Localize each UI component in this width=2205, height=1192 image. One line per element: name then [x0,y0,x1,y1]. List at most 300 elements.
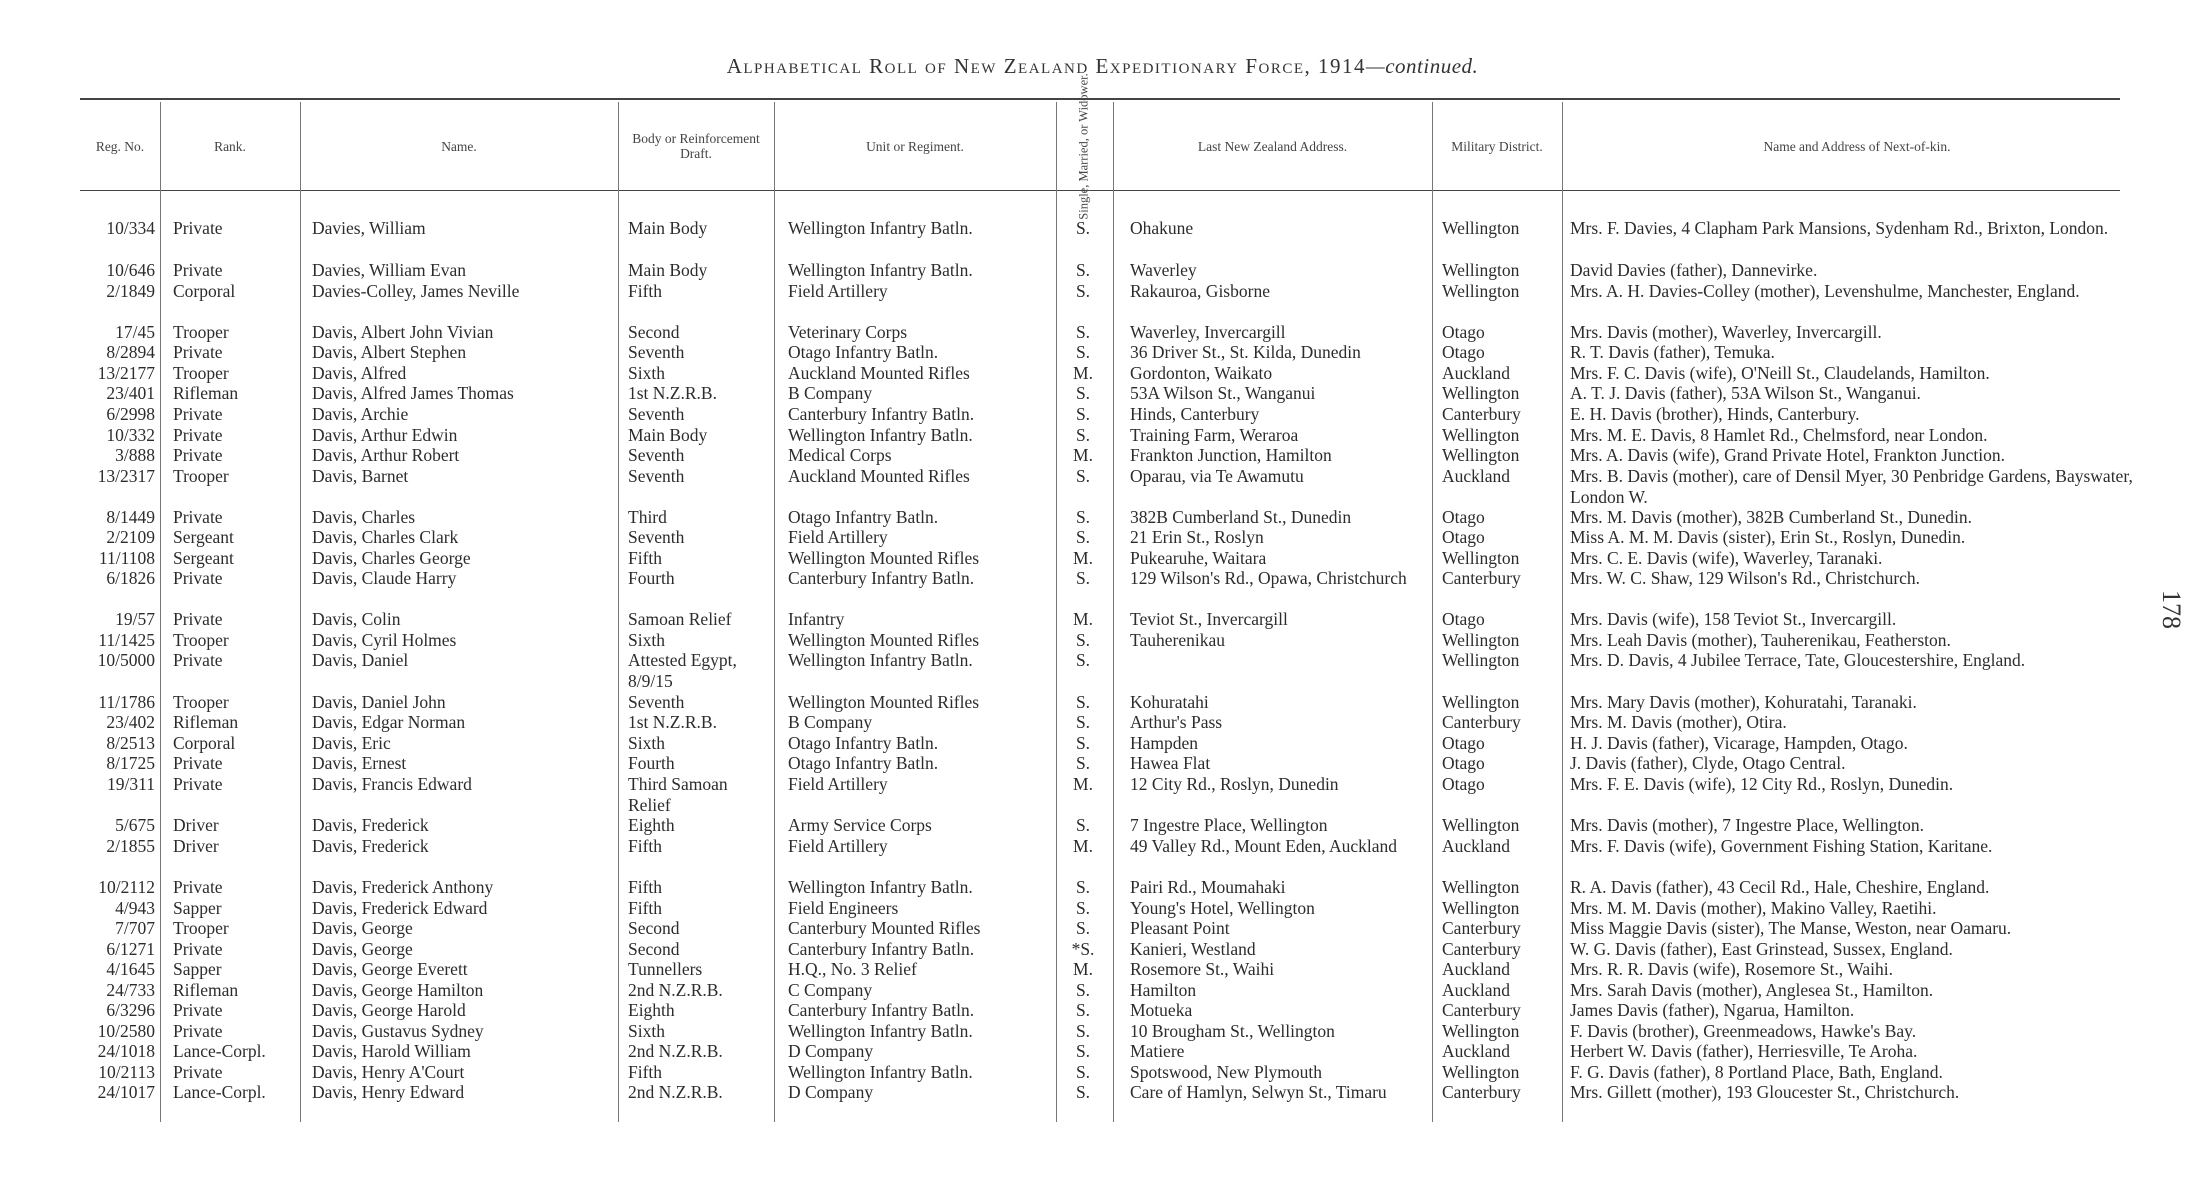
cell-address: Rakauroa, Gisborne [1130,281,1270,301]
cell-unit: Otago Infantry Batln. [788,342,939,362]
cell-next-of-kin: Mrs. F. E. Davis (wife), 12 City Rd., Roslyn, Dunedin. [1570,774,1954,794]
cell-next-of-kin: E. H. Davis (brother), Hinds, Canterbury. [1570,404,1860,424]
cell-reg-no: 3/888 [115,445,155,465]
cell-next-of-kin: Mrs. M. Davis (mother), Otira. [1570,712,1787,732]
cell-body-draft: Fifth [628,1062,663,1082]
cell-unit: Wellington Infantry Batln. [788,877,973,897]
cell-body-draft: Main Body [628,260,708,280]
cell-reg-no: 4/1645 [106,959,155,979]
cell-reg-no: 2/1849 [106,281,155,301]
cell-reg-no: 10/332 [106,425,155,445]
cell-rank: Trooper [173,363,229,383]
cell-district: Wellington [1442,548,1520,568]
cell-address: Hampden [1130,733,1199,753]
cell-marital-status: S. [1075,1021,1091,1041]
cell-next-of-kin: J. Davis (father), Clyde, Otago Central. [1570,753,1846,773]
cell-body-draft: Samoan Relief [628,609,732,629]
cell-address: Hamilton [1130,980,1197,1000]
col-header-district: Military District. [1451,138,1543,154]
cell-rank: Rifleman [173,383,239,403]
cell-district: Wellington [1442,1062,1520,1082]
cell-name: Davis, Albert Stephen [312,342,467,362]
cell-next-of-kin: Mrs. B. Davis (mother), care of Densil Myer, 30 Penbridge Gardens, Bayswater, London W. [1570,466,2133,507]
col-header-reg: Reg. No. [95,138,145,154]
cell-name: Davis, George Hamilton [312,980,484,1000]
cell-reg-no: 11/1108 [98,548,155,568]
cell-next-of-kin: H. J. Davis (father), Vicarage, Hampden, Otago. [1570,733,1908,753]
cell-unit: Auckland Mounted Rifles [788,466,970,486]
cell-body-draft: Seventh [628,466,685,486]
cell-district: Wellington [1442,650,1520,670]
cell-reg-no: 17/45 [115,322,155,342]
cell-rank: Private [173,507,223,527]
cell-rank: Rifleman [173,712,239,732]
cell-district: Wellington [1442,383,1520,403]
cell-unit: Field Artillery [788,774,888,794]
cell-district: Auckland [1442,959,1511,979]
cell-unit: Medical Corps [788,445,892,465]
cell-body-draft: 2nd N.Z.R.B. [628,1041,723,1061]
cell-body-draft: Main Body [628,218,708,238]
cell-name: Davis, Alfred [312,363,407,383]
cell-name: Davis, George Everett [312,959,468,979]
cell-address: Pukearuhe, Waitara [1130,548,1267,568]
cell-district: Wellington [1442,218,1520,238]
cell-name: Davis, Harold William [312,1041,471,1061]
cell-district: Canterbury [1442,404,1521,424]
divider-6 [1113,102,1114,1122]
cell-name: Davis, Claude Harry [312,568,457,588]
cell-name: Davis, George Harold [312,1000,466,1020]
cell-body-draft: Tunnellers [628,959,703,979]
cell-next-of-kin: Miss Maggie Davis (sister), The Manse, Weston, near Oamaru. [1570,918,2012,938]
cell-name: Davis, Frederick Edward [312,898,488,918]
cell-address: Matiere [1130,1041,1185,1061]
title-main: Alphabetical Roll of New Zealand Expeditionary Force, 1914 [726,54,1367,78]
cell-next-of-kin: R. A. Davis (father), 43 Cecil Rd., Hale, Cheshire, England. [1570,877,1990,897]
cell-address: Arthur's Pass [1130,712,1223,732]
cell-rank: Trooper [173,692,229,712]
cell-body-draft: Seventh [628,527,685,547]
cell-body-draft: Fourth [628,753,675,773]
cell-body-draft: Sixth [628,733,665,753]
cell-address: 53A Wilson St., Wanganui [1130,383,1316,403]
cell-address: Motueka [1130,1000,1193,1020]
cell-marital-status: S. [1075,1062,1091,1082]
page-title [0,54,2205,79]
cell-district: Otago [1442,774,1485,794]
top-rule [80,98,2120,100]
cell-name: Davis, Alfred James Thomas [312,383,514,403]
cell-next-of-kin: Mrs. C. E. Davis (wife), Waverley, Taranaki. [1570,548,1883,568]
cell-rank: Driver [173,836,219,856]
cell-unit: Wellington Infantry Batln. [788,425,973,445]
cell-next-of-kin: R. T. Davis (father), Temuka. [1570,342,1775,362]
cell-address: Gordonton, Waikato [1130,363,1273,383]
cell-district: Otago [1442,507,1485,527]
cell-marital-status: S. [1075,1000,1091,1020]
cell-district: Wellington [1442,815,1520,835]
cell-name: Davis, Frederick Anthony [312,877,494,897]
cell-district: Canterbury [1442,712,1521,732]
cell-address: 49 Valley Rd., Mount Eden, Auckland [1130,836,1398,856]
cell-body-draft: Eighth [628,815,675,835]
cell-next-of-kin: Mrs. F. Davis (wife), Government Fishing Station, Karitane. [1570,836,1993,856]
cell-district: Otago [1442,342,1485,362]
cell-body-draft: Second [628,939,680,959]
cell-marital-status: S. [1075,753,1091,773]
cell-reg-no: 10/2113 [98,1062,155,1082]
cell-marital-status: S. [1075,692,1091,712]
cell-reg-no: 8/1725 [106,753,155,773]
cell-reg-no: 6/3296 [106,1000,155,1020]
cell-address: Training Farm, Weraroa [1130,425,1299,445]
cell-district: Otago [1442,733,1485,753]
cell-reg-no: 10/2112 [98,877,155,897]
cell-address: Pairi Rd., Moumahaki [1130,877,1286,897]
divider-5 [1056,102,1057,1122]
cell-body-draft: Third [628,507,667,527]
cell-rank: Private [173,342,223,362]
cell-address: 36 Driver St., St. Kilda, Dunedin [1130,342,1361,362]
cell-marital-status: S. [1075,877,1091,897]
divider-7 [1432,102,1433,1122]
cell-marital-status: S. [1075,712,1091,732]
cell-body-draft: Third Samoan Relief [628,774,728,815]
col-header-rank: Rank. [214,138,246,154]
cell-address: 12 City Rd., Roslyn, Dunedin [1130,774,1339,794]
cell-next-of-kin: Mrs. D. Davis, 4 Jubilee Terrace, Tate, Gloucestershire, England. [1570,650,2026,670]
cell-rank: Private [173,753,223,773]
cell-rank: Trooper [173,322,229,342]
cell-body-draft: 2nd N.Z.R.B. [628,980,723,1000]
cell-next-of-kin: Mrs. F. C. Davis (wife), O'Neill St., Claudelands, Hamilton. [1570,363,1990,383]
cell-name: Davis, Colin [312,609,401,629]
cell-rank: Trooper [173,918,229,938]
cell-body-draft: Sixth [628,363,665,383]
cell-body-draft: Eighth [628,1000,675,1020]
cell-body-draft: 2nd N.Z.R.B. [628,1082,723,1102]
cell-address: Rosemore St., Waihi [1130,959,1275,979]
cell-unit: Auckland Mounted Rifles [788,363,970,383]
cell-rank: Corporal [173,733,236,753]
cell-address: 129 Wilson's Rd., Opawa, Christchurch [1130,568,1407,588]
cell-next-of-kin: Mrs. Leah Davis (mother), Tauherenikau, Featherston. [1570,630,1951,650]
cell-rank: Private [173,1000,223,1020]
cell-rank: Private [173,404,223,424]
cell-unit: B Company [788,712,873,732]
cell-marital-status: S. [1075,630,1091,650]
cell-reg-no: 10/646 [106,260,155,280]
cell-marital-status: S. [1075,815,1091,835]
cell-marital-status: S. [1075,404,1091,424]
cell-rank: Private [173,877,223,897]
cell-district: Auckland [1442,363,1511,383]
cell-reg-no: 24/1018 [97,1041,155,1061]
cell-body-draft: Sixth [628,1021,665,1041]
cell-name: Davis, Arthur Edwin [312,425,458,445]
cell-reg-no: 6/1826 [106,568,155,588]
cell-next-of-kin: F. Davis (brother), Greenmeadows, Hawke's Bay. [1570,1021,1917,1041]
divider-4 [774,102,775,1122]
cell-next-of-kin: Herbert W. Davis (father), Herriesville, Te Aroha. [1570,1041,1918,1061]
cell-reg-no: 2/1855 [106,836,155,856]
cell-next-of-kin: Mrs. Davis (wife), 158 Teviot St., Invercargill. [1570,609,1897,629]
cell-body-draft: Fifth [628,281,663,301]
cell-unit: Canterbury Infantry Batln. [788,568,975,588]
cell-next-of-kin: Mrs. Davis (mother), 7 Ingestre Place, Wellington. [1570,815,1925,835]
divider-3 [618,102,619,1122]
cell-marital-status: S. [1075,980,1091,1000]
cell-unit: B Company [788,383,873,403]
cell-name: Davis, Barnet [312,466,409,486]
cell-marital-status: S. [1075,383,1091,403]
cell-address: Oparau, via Te Awamutu [1130,466,1304,486]
cell-rank: Lance-Corpl. [173,1082,266,1102]
cell-reg-no: 24/1017 [97,1082,155,1102]
cell-unit: Otago Infantry Batln. [788,733,939,753]
cell-name: Davis, Arthur Robert [312,445,460,465]
cell-marital-status: S. [1075,650,1091,670]
cell-rank: Private [173,568,223,588]
cell-reg-no: 23/401 [106,383,155,403]
cell-unit: Field Artillery [788,527,888,547]
cell-name: Davis, Frederick [312,815,429,835]
cell-rank: Corporal [173,281,236,301]
cell-name: Davis, George [312,939,413,959]
cell-body-draft: Fifth [628,548,663,568]
cell-marital-status: S. [1075,568,1091,588]
cell-address: Tauherenikau [1130,630,1225,650]
cell-name: Davis, Albert John Vivian [312,322,494,342]
cell-district: Otago [1442,609,1485,629]
cell-rank: Trooper [173,466,229,486]
cell-district: Wellington [1442,877,1520,897]
cell-address: Hawea Flat [1130,753,1211,773]
cell-marital-status: M. [1073,363,1093,383]
cell-rank: Lance-Corpl. [173,1041,266,1061]
cell-unit: Otago Infantry Batln. [788,507,939,527]
cell-body-draft: Fifth [628,877,663,897]
cell-unit: Field Artillery [788,281,888,301]
cell-marital-status: M. [1073,959,1093,979]
cell-marital-status: S. [1075,733,1091,753]
cell-body-draft: Seventh [628,404,685,424]
cell-district: Canterbury [1442,568,1521,588]
cell-next-of-kin: W. G. Davis (father), East Grinstead, Sussex, England. [1570,939,1953,959]
cell-address: 21 Erin St., Roslyn [1130,527,1264,547]
cell-reg-no: 5/675 [115,815,155,835]
cell-body-draft: 1st N.Z.R.B. [628,383,717,403]
cell-marital-status: S. [1075,342,1091,362]
cell-reg-no: 6/1271 [106,939,155,959]
cell-address: Spotswood, New Plymouth [1130,1062,1323,1082]
cell-reg-no: 6/2998 [106,404,155,424]
col-header-unit: Unit or Regiment. [866,138,964,154]
cell-rank: Private [173,774,223,794]
cell-reg-no: 24/733 [106,980,155,1000]
cell-unit: Field Engineers [788,898,899,918]
cell-rank: Private [173,445,223,465]
cell-district: Wellington [1442,898,1520,918]
cell-address: 10 Brougham St., Wellington [1130,1021,1335,1041]
cell-unit: Canterbury Infantry Batln. [788,404,975,424]
cell-district: Wellington [1442,425,1520,445]
cell-district: Auckland [1442,1041,1511,1061]
cell-rank: Driver [173,815,219,835]
cell-next-of-kin: Mrs. F. Davies, 4 Clapham Park Mansions, Sydenham Rd., Brixton, London. [1570,218,2109,238]
cell-name: Davis, Edgar Norman [312,712,466,732]
cell-reg-no: 19/311 [107,774,155,794]
divider-8 [1562,102,1563,1122]
cell-next-of-kin: Mrs. R. R. Davis (wife), Rosemore St., Waihi. [1570,959,1893,979]
cell-reg-no: 8/1449 [106,507,155,527]
cell-unit: Infantry [788,609,845,629]
page-number: 178 [2157,590,2186,629]
cell-district: Canterbury [1442,1082,1521,1102]
cell-rank: Private [173,939,223,959]
cell-marital-status: S. [1075,898,1091,918]
cell-next-of-kin: A. T. J. Davis (father), 53A Wilson St., Wanganui. [1570,383,1921,403]
cell-unit: H.Q., No. 3 Relief [788,959,917,979]
cell-district: Auckland [1442,466,1511,486]
cell-next-of-kin: Mrs. Sarah Davis (mother), Anglesea St., Hamilton. [1570,980,1934,1000]
cell-unit: Canterbury Mounted Rifles [788,918,981,938]
cell-body-draft: Fifth [628,898,663,918]
cell-marital-status: S. [1075,425,1091,445]
cell-name: Davis, Eric [312,733,391,753]
cell-marital-status: S. [1075,918,1091,938]
cell-unit: Army Service Corps [788,815,932,835]
col-header-name: Name. [441,138,477,154]
cell-unit: Field Artillery [788,836,888,856]
cell-unit: Wellington Mounted Rifles [788,548,980,568]
cell-district: Wellington [1442,281,1520,301]
cell-body-draft: Attested Egypt, 8/9/15 [628,650,737,691]
cell-district: Wellington [1442,630,1520,650]
cell-rank: Sergeant [173,527,234,547]
cell-unit: Wellington Infantry Batln. [788,260,973,280]
cell-name: Davis, Ernest [312,753,407,773]
cell-address: Hinds, Canterbury [1130,404,1260,424]
cell-marital-status: S. [1075,466,1091,486]
cell-reg-no: 10/334 [106,218,155,238]
cell-unit: Canterbury Infantry Batln. [788,939,975,959]
cell-marital-status: *S. [1071,939,1095,959]
cell-name: Davis, Henry A'Court [312,1062,465,1082]
cell-address: Pleasant Point [1130,918,1230,938]
cell-address: Teviot St., Invercargill [1130,609,1288,629]
cell-rank: Private [173,1062,223,1082]
cell-body-draft: Seventh [628,342,685,362]
cell-name: Davis, Charles George [312,548,471,568]
divider-2 [300,102,301,1122]
cell-unit: Wellington Infantry Batln. [788,1021,973,1041]
cell-reg-no: 13/2317 [97,466,155,486]
cell-marital-status: S. [1075,1041,1091,1061]
cell-reg-no: 11/1425 [98,630,155,650]
cell-rank: Private [173,218,223,238]
cell-name: Davis, George [312,918,413,938]
cell-address: Kanieri, Westland [1130,939,1256,959]
cell-marital-status: M. [1073,836,1093,856]
cell-district: Wellington [1442,1021,1520,1041]
cell-next-of-kin: James Davis (father), Ngarua, Hamilton. [1570,1000,1855,1020]
cell-reg-no: 7/707 [115,918,155,938]
cell-marital-status: S. [1075,527,1091,547]
cell-name: Davis, Archie [312,404,409,424]
cell-district: Otago [1442,753,1485,773]
cell-next-of-kin: Mrs. M. M. Davis (mother), Makino Valley, Raetihi. [1570,898,1937,918]
col-header-body: Body or Reinforcement Draft. [632,131,760,161]
cell-district: Auckland [1442,836,1511,856]
header-rule [80,190,2120,191]
cell-name: Davies, William Evan [312,260,467,280]
cell-address: Waverley [1130,260,1197,280]
cell-name: Davies-Colley, James Neville [312,281,520,301]
cell-rank: Private [173,260,223,280]
cell-name: Davis, Daniel [312,650,409,670]
cell-address: Ohakune [1130,218,1194,238]
cell-district: Auckland [1442,980,1511,1000]
cell-reg-no: 13/2177 [97,363,155,383]
cell-body-draft: Main Body [628,425,708,445]
cell-name: Davis, Charles Clark [312,527,459,547]
cell-next-of-kin: Mrs. Gillett (mother), 193 Gloucester St., Christchurch. [1570,1082,1960,1102]
cell-rank: Private [173,650,223,670]
cell-district: Wellington [1442,260,1520,280]
cell-next-of-kin: Mrs. Davis (mother), Waverley, Invercargill. [1570,322,1882,342]
col-header-status: Single, Married, or Widower. [1077,72,1091,220]
cell-address: Frankton Junction, Hamilton [1130,445,1332,465]
cell-unit: Wellington Infantry Batln. [788,1062,973,1082]
cell-unit: Wellington Infantry Batln. [788,650,973,670]
title-suffix: —continued. [1366,54,1479,78]
cell-marital-status: M. [1073,548,1093,568]
cell-unit: Wellington Infantry Batln. [788,218,973,238]
cell-rank: Private [173,425,223,445]
cell-next-of-kin: Mrs. A. Davis (wife), Grand Private Hotel, Frankton Junction. [1570,445,2005,465]
cell-reg-no: 8/2513 [106,733,155,753]
cell-rank: Private [173,1021,223,1041]
cell-next-of-kin: F. G. Davis (father), 8 Portland Place, Bath, England. [1570,1062,1943,1082]
cell-district: Canterbury [1442,939,1521,959]
cell-body-draft: Second [628,322,680,342]
cell-reg-no: 19/57 [115,609,155,629]
cell-address: Care of Hamlyn, Selwyn St., Timaru [1130,1082,1387,1102]
cell-marital-status: S. [1075,1082,1091,1102]
cell-body-draft: Sixth [628,630,665,650]
cell-reg-no: 8/2894 [106,342,155,362]
cell-address: Young's Hotel, Wellington [1130,898,1315,918]
cell-body-draft: 1st N.Z.R.B. [628,712,717,732]
col-header-kin: Name and Address of Next-of-kin. [1763,138,1951,154]
cell-marital-status: M. [1073,774,1093,794]
cell-marital-status: M. [1073,445,1093,465]
cell-body-draft: Fifth [628,836,663,856]
cell-address: 382B Cumberland St., Dunedin [1130,507,1352,527]
cell-marital-status: S. [1075,322,1091,342]
cell-unit: Canterbury Infantry Batln. [788,1000,975,1020]
cell-reg-no: 10/2580 [97,1021,155,1041]
cell-reg-no: 11/1786 [98,692,155,712]
cell-district: Canterbury [1442,918,1521,938]
cell-district: Otago [1442,527,1485,547]
cell-marital-status: S. [1075,218,1091,238]
cell-next-of-kin: Mrs. A. H. Davies-Colley (mother), Levenshulme, Manchester, England. [1570,281,2080,301]
cell-name: Davis, Frederick [312,836,429,856]
cell-rank: Sapper [173,959,222,979]
